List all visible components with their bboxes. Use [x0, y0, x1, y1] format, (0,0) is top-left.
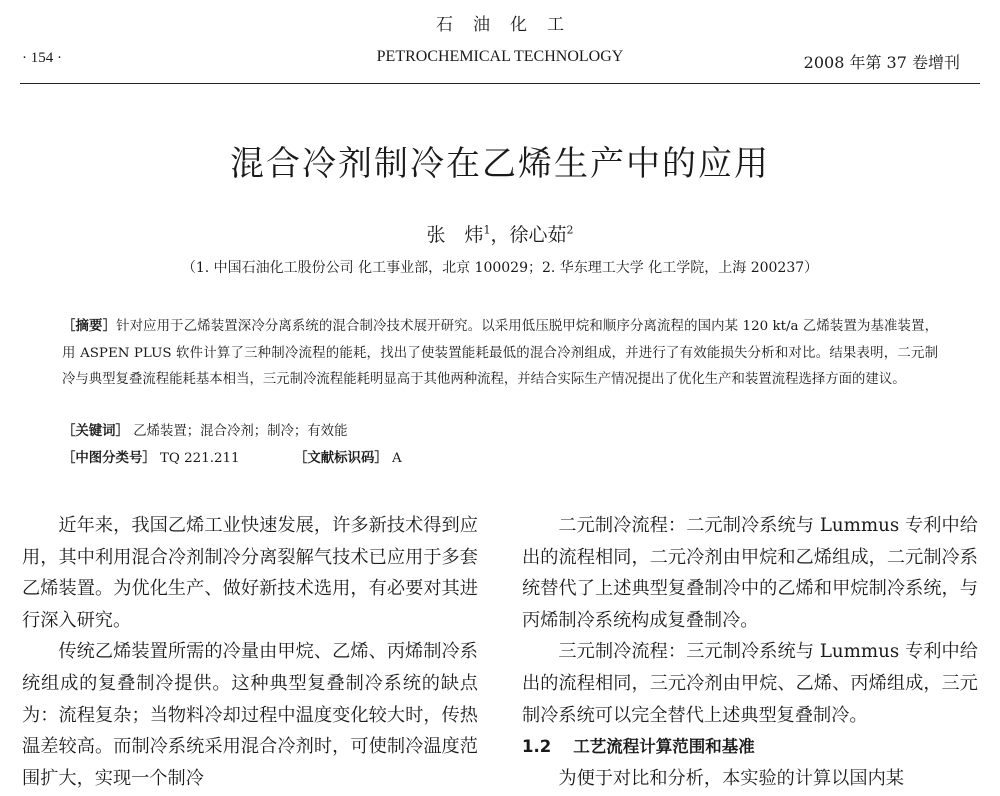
body-paragraph: 近年来，我国乙烯工业快速发展，许多新技术得到应用，其中利用混合冷剂制冷分离裂解气技术已应用于多套乙烯装置。为优化生产、做好新技术选用，有必要对其进行深入研究。	[22, 515, 478, 631]
authors	[0, 220, 1000, 247]
body-paragraph: 三元制冷流程：三元制冷系统与 Lummus 专利中给出的流程相同，三元冷剂由甲烷、乙烯、丙烯组成，三元制冷系统可以完全替代上述典型复叠制冷。	[522, 641, 978, 726]
keywords-line	[62, 420, 347, 439]
abstract-text: 针对应用于乙烯装置深冷分离系统的混合制冷技术展开研究。以采用低压脱甲烷和顺序分离流程的国内某 120 kt/a 乙烯装置为基准装置，用 ASPEN PLUS 软件计算了三种制冷流程的能耗，找出了使装置能耗最低的混合冷剂组成，并进行了有效能损失分析和对比。结果表明，二元制冷与典型复叠流程能耗基本相当，三元制冷流程能耗明显高于其他两种流程，并结合实际生产情况提出了优化生产和装置流程选择方面的建议。	[62, 319, 938, 387]
author-2: 徐心茹	[509, 224, 567, 246]
journal-title-cn: 石油化工	[436, 15, 584, 35]
section-title: 工艺流程计算范围和基准	[573, 737, 755, 757]
body-paragraph: 二元制冷流程：二元制冷系统与 Lummus 专利中给出的流程相同，二元冷剂由甲烷和乙烯组成，二元制冷系统替代了上述典型复叠制冷中的乙烯和甲烷制冷系统，与丙烯制冷系统构成复叠制冷。	[522, 515, 978, 631]
clc-label: ［中图分类号］	[62, 451, 156, 466]
header-rule	[20, 83, 980, 84]
author-2-affil: 2	[566, 223, 574, 237]
abstract-label: ［摘要］	[62, 319, 117, 334]
clc-code: TQ 221.211	[160, 451, 240, 466]
clc-line	[62, 447, 240, 466]
section-heading	[522, 731, 978, 763]
doc-code: A	[392, 451, 402, 466]
author-separator: ，	[490, 224, 510, 246]
keywords: 乙烯装置；混合冷剂；制冷；有效能	[133, 424, 348, 439]
section-number: 1.2	[522, 737, 552, 757]
issue-info: 2008 年第 37 卷增刊	[803, 53, 960, 72]
doc-code-line	[294, 447, 402, 466]
article-title: 混合冷剂制冷在乙烯生产中的应用	[230, 144, 770, 184]
body-right-column	[522, 510, 978, 794]
body-left-column	[22, 510, 478, 794]
keywords-label: ［关键词］	[62, 424, 129, 439]
body-paragraph: 传统乙烯装置所需的冷量由甲烷、乙烯、丙烯制冷系统组成的复叠制冷提供。这种典型复叠制冷系统的缺点为：流程复杂；当物料冷却过程中温度变化较大时，传热温差较高。而制冷系统采用混合冷剂时，可使制冷温度范围扩大，实现一个制冷	[22, 641, 478, 789]
author-1: 张 炜	[426, 224, 484, 246]
abstract	[62, 314, 938, 394]
doc-code-label: ［文献标识码］	[294, 451, 388, 466]
journal-title-en: PETROCHEMICAL TECHNOLOGY	[376, 48, 624, 65]
author-1-affil: 1	[483, 223, 491, 237]
affiliations: （1. 中国石油化工股份公司 化工事业部，北京 100029；2. 华东理工大学 化工学院，上海 200237）	[181, 260, 819, 276]
page-number: · 154 ·	[22, 50, 62, 66]
body-paragraph: 为便于对比和分析，本实验的计算以国内某	[558, 767, 904, 789]
